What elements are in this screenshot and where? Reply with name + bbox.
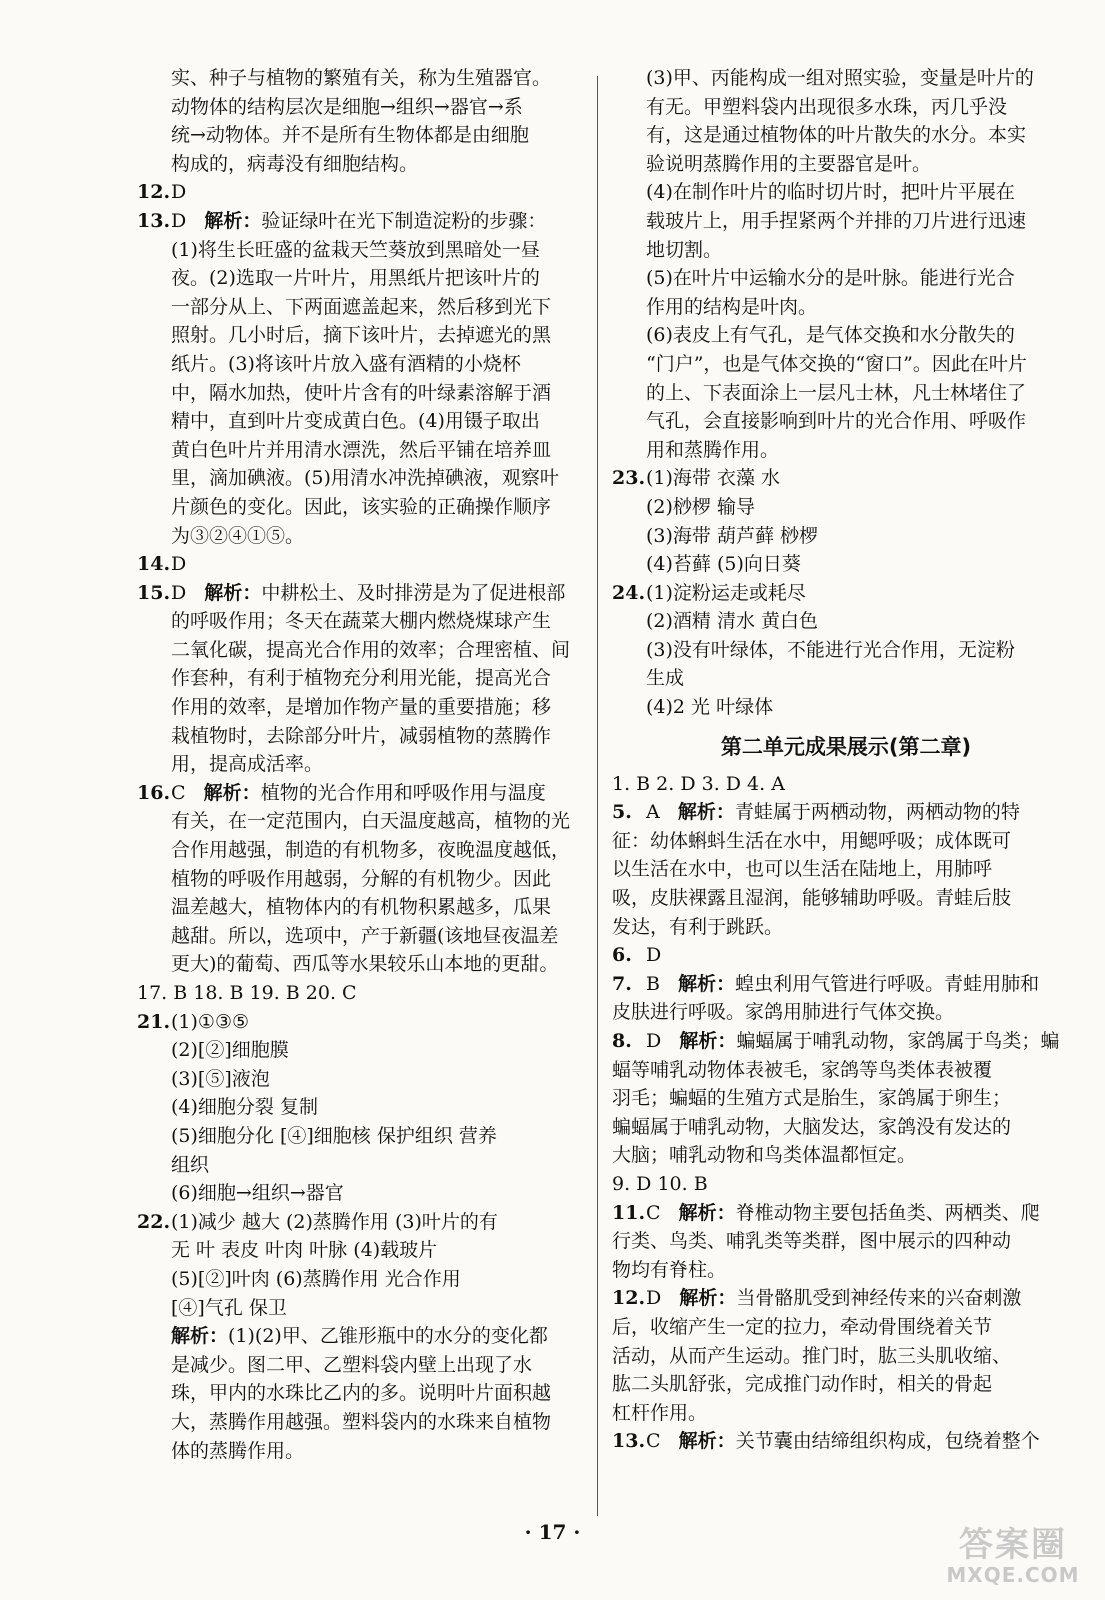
answer-choice: D bbox=[646, 1030, 662, 1052]
analysis-label: 解析： bbox=[171, 1325, 229, 1348]
continued-line: (6)表皮上有气孔，是气体交换和水分散失的 bbox=[646, 324, 1015, 347]
answer-line: (4)苔藓 (5)向日葵 bbox=[646, 553, 801, 576]
answer-6 bbox=[612, 941, 1080, 970]
analysis-label: 解析： bbox=[203, 781, 261, 804]
answer-15 bbox=[137, 579, 605, 779]
analysis-line: 一部分从上、下两面遮盖起来，然后移到光下 bbox=[171, 295, 552, 318]
question-number: 12. bbox=[137, 181, 171, 204]
answer-line: (1)①③⑤ bbox=[171, 1010, 250, 1033]
analysis-text: 脊椎动物主要包括鱼类、两栖类、爬 bbox=[735, 1201, 1040, 1224]
analysis-line: 作套种，有利于植物充分利用光能，提高光合 bbox=[171, 667, 552, 690]
analysis-line: 中，隔水加热，使叶片含有的叶绿素溶解于酒 bbox=[171, 381, 552, 404]
analysis-text: 当骨骼肌受到神经传来的兴奋刺激 bbox=[736, 1287, 1022, 1310]
answer-choice: D bbox=[646, 1287, 662, 1310]
page-number: · 17 · bbox=[524, 1520, 581, 1544]
answer-first-line bbox=[646, 970, 1080, 999]
analysis-line: 大脑；哺乳动物和鸟类体温都恒定。 bbox=[612, 1144, 917, 1167]
analysis-line: 羽毛；蝙蝠的生殖方式是胎生，家鸽属于卵生； bbox=[612, 1087, 1012, 1110]
analysis-label: 解析： bbox=[678, 1430, 736, 1453]
analysis-label: 解析： bbox=[677, 801, 735, 824]
answers-9-10: 9. D 10. B bbox=[612, 1172, 708, 1195]
answer-choice: C bbox=[646, 1430, 661, 1453]
analysis-line: 大，蒸腾作用越强。塑料袋内的水珠来自植物 bbox=[171, 1410, 552, 1433]
continued-line: 气孔，会直接影响到叶片的光合作用、呼吸作 bbox=[646, 410, 1027, 433]
continued-line: 用和蒸腾作用。 bbox=[646, 438, 780, 461]
analysis-line: 更大)的葡萄、西瓜等水果较乐山本地的更甜。 bbox=[171, 953, 559, 976]
analysis-line: 珠，甲内的水珠比乙内的多。说明叶片面积越 bbox=[171, 1382, 552, 1405]
answer-7 bbox=[612, 970, 1080, 999]
question-number: 8. bbox=[612, 1030, 632, 1052]
answer-line: 无 叶 表皮 叶肉 叶脉 (4)载玻片 bbox=[171, 1239, 438, 1262]
analysis-line: 发达，有利于跳跃。 bbox=[612, 915, 784, 938]
analysis-text: 植物的光合作用和呼吸作用与温度 bbox=[260, 781, 546, 804]
analysis-text: (1)(2)甲、乙锥形瓶中的水分的变化都 bbox=[228, 1325, 548, 1348]
analysis-line: 征：幼体蝌蚪生活在水中，用鳃呼吸；成体既可 bbox=[612, 829, 1012, 852]
answer-choice: C bbox=[171, 781, 186, 804]
analysis-line: 二氧化碳，提高光合作用的效率；合理密植、间 bbox=[171, 638, 571, 661]
section-title: 第二单元成果展示(第二章) bbox=[720, 734, 972, 759]
analysis-line: 吸，皮肤裸露且湿润，能够辅助呼吸。青蛙后肢 bbox=[612, 887, 1012, 910]
question-number: 13. bbox=[612, 1430, 646, 1453]
analysis-line: 活动，从而产生运动。推门时，肱三头肌收缩、 bbox=[612, 1344, 1012, 1367]
analysis-line: 作用的效率，是增加作物产量的重要措施；移 bbox=[171, 696, 552, 719]
watermark-logo bbox=[943, 1526, 1083, 1588]
answer-first-line bbox=[646, 798, 1080, 827]
answer-text: D bbox=[646, 944, 662, 967]
answer-line: (3)没有叶绿体，不能进行光合作用，无淀粉 bbox=[646, 638, 1015, 661]
answer-line: 生成 bbox=[646, 667, 685, 690]
answer-line: 组织 bbox=[171, 1153, 210, 1176]
answer-8 bbox=[612, 1027, 1080, 1056]
answer-line: (6)细胞→组织→器官 bbox=[171, 1182, 344, 1205]
answer-14 bbox=[137, 550, 605, 579]
analysis-line: 植物的呼吸作用越弱，分解的有机物少。因此 bbox=[171, 867, 552, 890]
analysis-line: 行类、鸟类、哺乳类等类群，图中展示的四种动 bbox=[612, 1230, 1012, 1253]
answer-line: (5)[②]叶肉 (6)蒸腾作用 光合作用 bbox=[171, 1267, 461, 1290]
analysis-label: 解析： bbox=[679, 1030, 737, 1052]
answer-line: [④]气孔 保卫 bbox=[171, 1296, 287, 1319]
analysis-line: 照射。几小时后，摘下该叶片，去掉遮光的黑 bbox=[171, 324, 552, 347]
continued-line: (4)在制作叶片的临时切片时，把叶片平展在 bbox=[646, 181, 1015, 204]
analysis-line: 物均有脊柱。 bbox=[612, 1258, 727, 1281]
answer-line: (2)桫椤 输导 bbox=[646, 495, 755, 518]
question-number: 23. bbox=[612, 467, 646, 490]
analysis-line: 杠杆作用。 bbox=[612, 1401, 708, 1424]
answer-23 bbox=[612, 464, 1080, 578]
analysis-label: 解析： bbox=[679, 1287, 737, 1310]
answer-13 bbox=[612, 1427, 1080, 1456]
answer-line: (5)细胞分化 [④]细胞核 保护组织 营养 bbox=[171, 1124, 497, 1147]
answer-line: (2)[②]细胞膜 bbox=[171, 1039, 289, 1062]
answer-choice: A bbox=[646, 801, 660, 824]
answer-12 bbox=[612, 1284, 1080, 1313]
continued-line: 有无。甲塑料袋内出现很多水珠，丙几乎没 bbox=[646, 95, 1008, 118]
analysis-line: 体的蒸腾作用。 bbox=[171, 1439, 305, 1462]
analysis-line: 越甜。所以，选项中，产于新疆(该地昼夜温差 bbox=[171, 924, 559, 947]
intro-line: 实、种子与植物的繁殖有关，称为生殖器官。 bbox=[171, 67, 552, 89]
answer-line: (1)减少 越大 (2)蒸腾作用 (3)叶片的有 bbox=[171, 1210, 498, 1233]
answer-choice: C bbox=[646, 1201, 661, 1224]
question-number: 15. bbox=[137, 581, 171, 604]
answer-line: (2)酒精 清水 黄白色 bbox=[646, 610, 818, 633]
question-number: 5. bbox=[612, 801, 632, 824]
answer-first-line bbox=[171, 779, 605, 808]
question-number: 24. bbox=[612, 581, 646, 604]
answer-5 bbox=[612, 798, 1080, 827]
answer-line: (4)细胞分裂 复制 bbox=[171, 1096, 318, 1119]
question-number: 21. bbox=[137, 1010, 171, 1033]
analysis-line: 栽植物时，去除部分叶片，减弱植物的蒸腾作 bbox=[171, 724, 552, 747]
answer-12 bbox=[137, 178, 605, 207]
question-number: 22. bbox=[137, 1210, 171, 1233]
analysis-label: 解析： bbox=[204, 581, 262, 604]
analysis-line: 夜。(2)选取一片叶片，用黑纸片把该叶片的 bbox=[171, 267, 540, 290]
answer-line: (1)海带 衣藻 水 bbox=[646, 467, 780, 490]
question-number: 7. bbox=[612, 972, 632, 995]
analysis-line: (1)将生长旺盛的盆栽天竺葵放到黑暗处一昼 bbox=[171, 238, 540, 261]
right-column bbox=[612, 64, 1080, 1456]
analysis-line: 皮肤进行呼吸。家鸽用肺进行气体交换。 bbox=[612, 1001, 955, 1024]
analysis-line: 合作用越强，制造的有机物多，夜晚温度越低， bbox=[171, 839, 571, 862]
continued-line: 作用的结构是叶肉。 bbox=[646, 295, 818, 318]
column-divider bbox=[597, 76, 598, 1516]
continued-line: “门户”，也是气体交换的“窗口”。因此在叶片 bbox=[646, 352, 1027, 375]
analysis-text: 蝙蝠属于哺乳动物，家鸽属于鸟类；蝙 bbox=[736, 1030, 1060, 1052]
analysis-line: 后，收缩产生一定的拉力，牵动骨围绕着关节 bbox=[612, 1315, 993, 1338]
analysis-label: 解析： bbox=[204, 209, 262, 232]
intro-line: 动物体的结构层次是细胞→组织→器官→系 bbox=[171, 95, 523, 118]
answer-text: D bbox=[171, 181, 187, 204]
question-number: 12. bbox=[612, 1287, 646, 1310]
analysis-label: 解析： bbox=[678, 1201, 736, 1224]
analysis-line: 温差越大，植物体内的有机物积累越多，瓜果 bbox=[171, 896, 552, 919]
analysis-line: 为③②④①⑤。 bbox=[171, 524, 305, 547]
continued-line: 地切割。 bbox=[646, 238, 723, 261]
analysis-text: 青蛙属于两栖动物，两栖动物的特 bbox=[734, 801, 1020, 824]
answer-16 bbox=[137, 779, 605, 979]
answer-line: (3)[⑤]液泡 bbox=[171, 1067, 270, 1090]
answer-text: D bbox=[171, 553, 187, 576]
analysis-text: 验证绿叶在光下制造淀粉的步骤： bbox=[261, 209, 547, 232]
continued-line: 验说明蒸腾作用的主要器官是叶。 bbox=[646, 152, 932, 175]
watermark-logo-text: 答案圈 bbox=[959, 1525, 1067, 1565]
analysis-line: 黄白色叶片并用清水漂洗，然后平铺在培养皿 bbox=[171, 438, 552, 461]
question-number: 6. bbox=[612, 944, 632, 967]
analysis-line: 用，提高成活率。 bbox=[171, 753, 324, 776]
answer-13 bbox=[137, 207, 605, 550]
analysis-line: 精中，直到叶片变成黄白色。(4)用镊子取出 bbox=[171, 410, 540, 433]
question-number: 16. bbox=[137, 781, 171, 804]
analysis-line: 的呼吸作用；冬天在蔬菜大棚内燃烧煤球产生 bbox=[171, 610, 552, 633]
answer-choice: B bbox=[646, 972, 660, 995]
answer-first-line bbox=[646, 1199, 1080, 1228]
question-number: 14. bbox=[137, 553, 171, 576]
continued-line: (5)在叶片中运输水分的是叶脉。能进行光合 bbox=[646, 267, 1015, 290]
analysis-text: 关节囊由结缔组织构成，包绕着整个 bbox=[735, 1430, 1040, 1453]
analysis-line: 肱二头肌舒张，完成推门动作时，相关的骨起 bbox=[612, 1373, 993, 1396]
answer-22 bbox=[137, 1208, 605, 1465]
answer-line: (1)淀粉运走或耗尽 bbox=[646, 581, 806, 604]
continued-line: (3)甲、丙能构成一组对照实验，变量是叶片的 bbox=[646, 67, 1034, 89]
answer-21 bbox=[137, 1008, 605, 1208]
left-column bbox=[137, 64, 605, 1465]
analysis-line: 蝙蝠属于哺乳动物，大脑发达，家鸽没有发达的 bbox=[612, 1115, 1012, 1138]
analysis-line: 有关，在一定范围内，白天温度越高，植物的光 bbox=[171, 810, 571, 833]
intro-line: 构成的，病毒没有细胞结构。 bbox=[171, 152, 419, 175]
analysis-line: 以生活在水中，也可以生活在陆地上，用肺呼 bbox=[612, 858, 993, 881]
answer-first-line bbox=[171, 579, 605, 608]
answers-1-4: 1. B 2. D 3. D 4. A bbox=[612, 772, 785, 795]
intro-line: 统→动物体。并不是所有生物体都是由细胞 bbox=[171, 124, 529, 147]
analysis-line: 是减少。图二甲、乙塑料袋内壁上出现了水 bbox=[171, 1353, 533, 1376]
answers-17-20: 17. B 18. B 19. B 20. C bbox=[137, 982, 357, 1004]
question-number: 13. bbox=[137, 209, 171, 232]
continued-line: 的上、下表面涂上一层凡士林，凡士林堵住了 bbox=[646, 381, 1027, 404]
analysis-line: 纸片。(3)将该叶片放入盛有酒精的小烧杯 bbox=[171, 352, 521, 375]
answer-first-line bbox=[171, 207, 605, 236]
analysis-label: 解析： bbox=[678, 972, 736, 995]
watermark-domain: MXQE.COM bbox=[946, 1563, 1080, 1587]
answer-choice: D bbox=[171, 581, 187, 604]
answer-line: (4)2 光 叶绿体 bbox=[646, 696, 774, 719]
analysis-text: 中耕松土、及时排涝是为了促进根部 bbox=[261, 581, 566, 604]
question-number: 11. bbox=[612, 1201, 646, 1224]
analysis-text: 蝗虫利用气管进行呼吸。青蛙用肺和 bbox=[735, 972, 1040, 995]
answer-first-line bbox=[646, 1427, 1080, 1456]
answer-first-line bbox=[646, 1284, 1080, 1313]
analysis-line: 片颜色的变化。因此，该实验的正确操作顺序 bbox=[171, 495, 552, 518]
answer-choice: D bbox=[171, 209, 187, 232]
answer-11 bbox=[612, 1199, 1080, 1228]
continued-line: 载玻片上，用手捏紧两个并排的刀片进行迅速 bbox=[646, 209, 1027, 232]
continued-line: 有，这是通过植物体的叶片散失的水分。本实 bbox=[646, 124, 1027, 147]
answer-line: (3)海带 葫芦藓 桫椤 bbox=[646, 524, 818, 547]
answer-24 bbox=[612, 579, 1080, 722]
answer-first-line bbox=[171, 1322, 605, 1351]
answer-first-line bbox=[646, 1027, 1080, 1056]
analysis-line: 里，滴加碘液。(5)用清水冲洗掉碘液，观察叶 bbox=[171, 467, 559, 490]
analysis-line: 蝠等哺乳动物体表被毛，家鸽等鸟类体表被覆 bbox=[612, 1058, 993, 1081]
